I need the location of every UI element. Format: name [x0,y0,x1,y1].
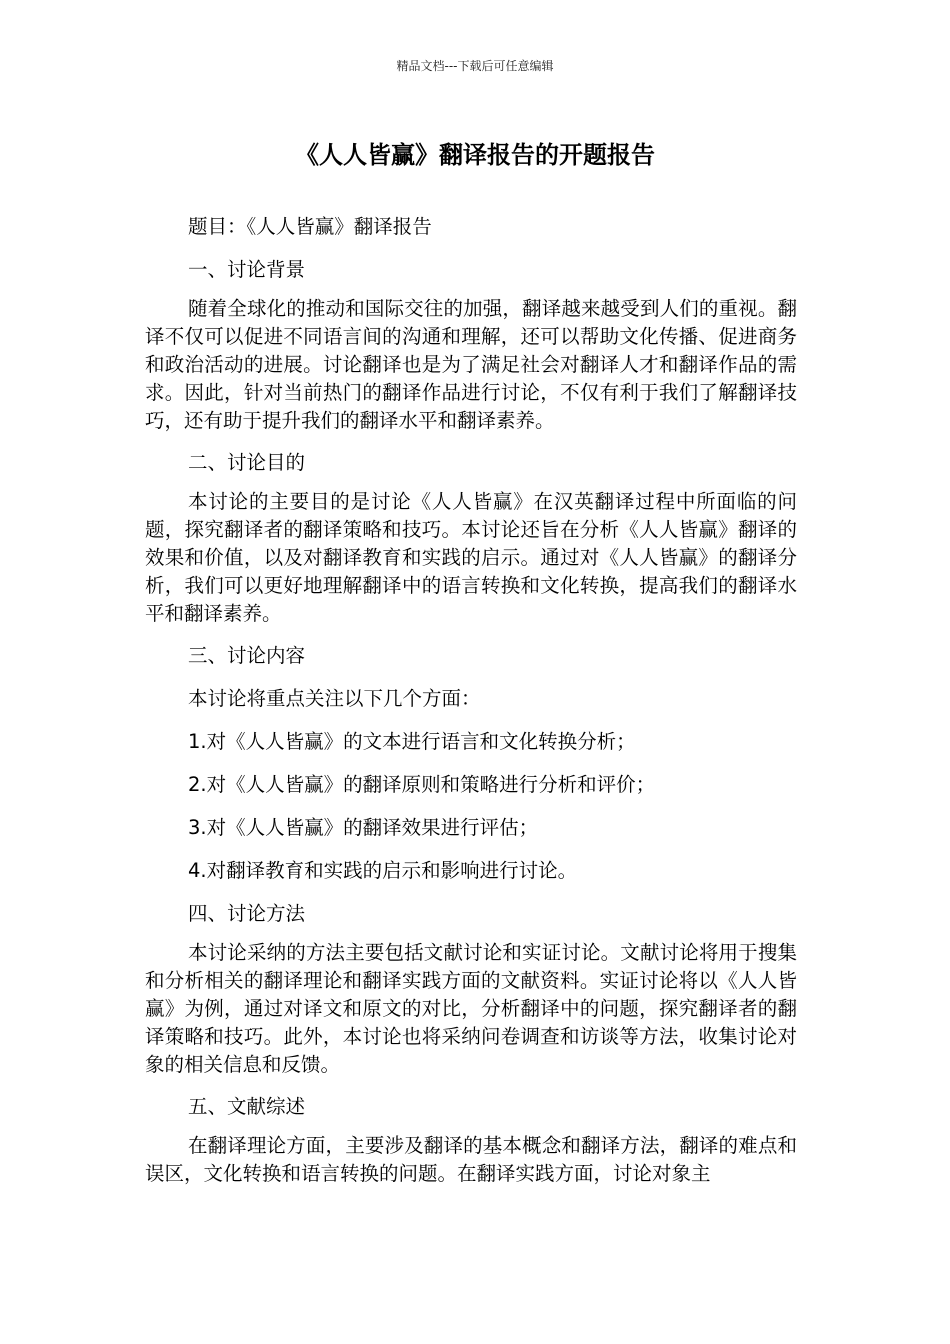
content-item-1: 1.对《人人皆赢》的文本进行语言和文化转换分析； [188,730,636,753]
paragraph-purpose: 本讨论的主要目的是讨论《人人皆赢》在汉英翻译过程中所面临的问题，探究翻译者的翻译策略和技巧。本讨论还旨在分析《人人皆赢》翻译的效果和价值，以及对翻译教育和实践的启示。通过对《人人皆赢》的翻译分析，我们可以更好地理解翻译中的语言转换和文化转换，提高我们的翻译水平和翻译素养。 [145,490,797,625]
content-item-3: 3.对《人人皆赢》的翻译效果进行评估； [188,816,539,839]
section-heading-literature: 五、文献综述 [188,1095,306,1118]
document-body [145,212,797,1188]
paragraph-background: 随着全球化的推动和国际交往的加强，翻译越来越受到人们的重视。翻译不仅可以促进不同语言间的沟通和理解，还可以帮助文化传播、促进商务和政治活动的进展。讨论翻译也是为了满足社会对翻译人才和翻译作品的需求。因此，针对当前热门的翻译作品进行讨论，不仅有利于我们了解翻译技巧，还有助于提升我们的翻译水平和翻译素养。 [145,297,797,432]
section-heading-purpose: 二、讨论目的 [188,451,306,474]
section-heading-background: 一、讨论背景 [188,258,306,281]
section-heading-methods: 四、讨论方法 [188,902,306,925]
section-heading-content: 三、讨论内容 [188,644,306,667]
paragraph-methods: 本讨论采纳的方法主要包括文献讨论和实证讨论。文献讨论将用于搜集和分析相关的翻译理论和翻译实践方面的文献资料。实证讨论将以《人人皆赢》为例，通过对译文和原文的对比，分析翻译中的问题，探究翻译者的翻译策略和技巧。此外，本讨论也将采纳问卷调查和访谈等方法，收集讨论对象的相关信息和反馈。 [145,941,797,1076]
content-item-4: 4.对翻译教育和实践的启示和影响进行讨论。 [188,859,578,882]
content-item-2: 2.对《人人皆赢》的翻译原则和策略进行分析和评价； [188,773,656,796]
paragraph-literature: 在翻译理论方面，主要涉及翻译的基本概念和翻译方法，翻译的难点和误区，文化转换和语言转换的问题。在翻译实践方面，讨论对象主 [145,1134,797,1185]
topic-line: 题目：《人人皆赢》翻译报告 [188,215,432,238]
header-note: 精品文档---下载后可任意编辑 [396,59,554,73]
content-intro: 本讨论将重点关注以下几个方面： [188,687,481,710]
document-title: 《人人皆赢》翻译报告的开题报告 [295,141,655,169]
